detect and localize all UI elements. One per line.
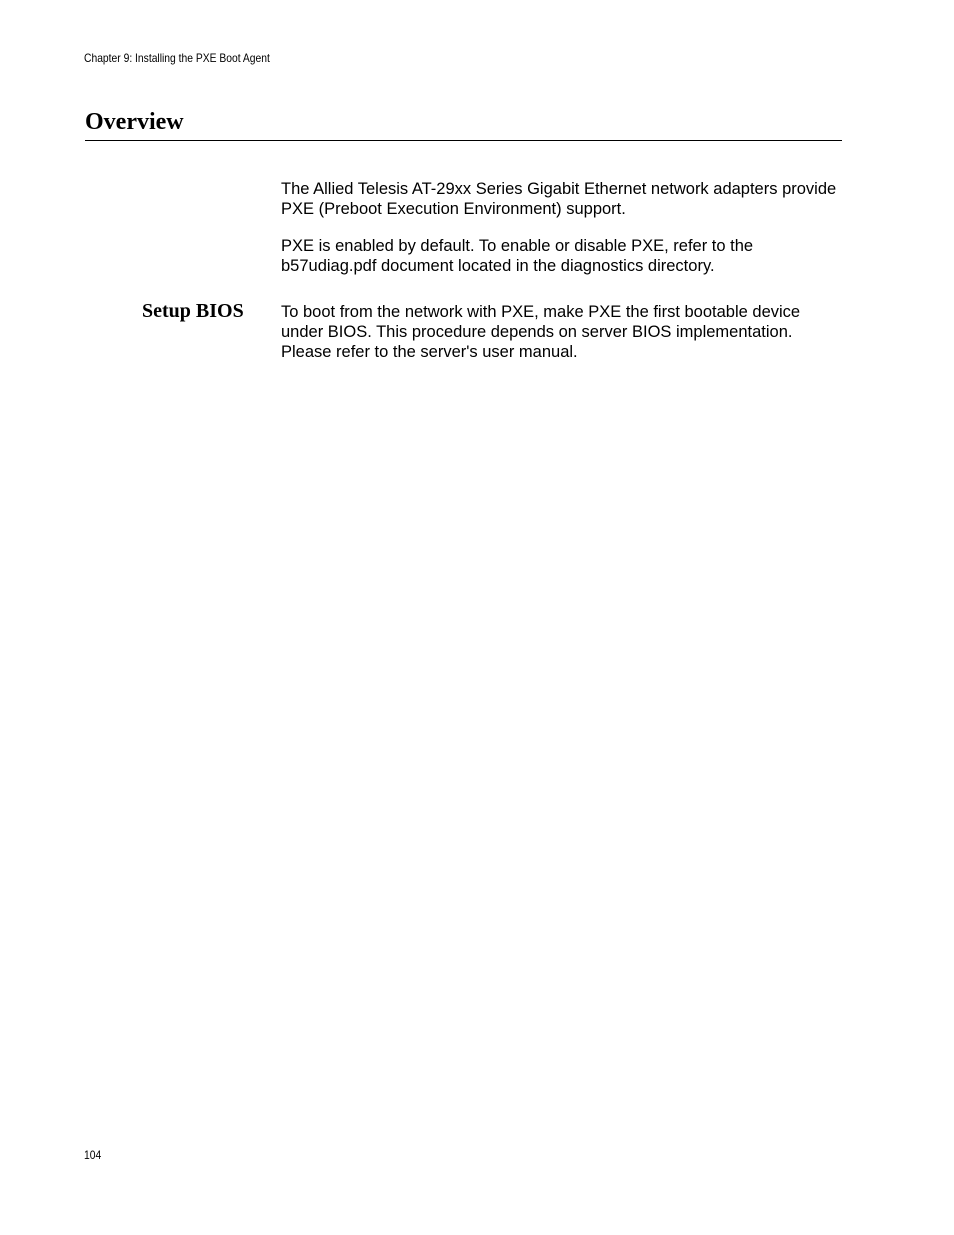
page-number: 104 [84,1148,102,1162]
running-header: Chapter 9: Installing the PXE Boot Agent [84,51,270,65]
section-title: Overview [85,109,184,135]
title-rule [85,140,842,141]
setup-bios-paragraph: To boot from the network with PXE, make PXE the first bootable device under BIOS. This procedure depends on server BIOS implementation. Please refer to the server's user manual. [281,303,801,361]
setup-bios-heading: Setup BIOS [142,300,244,322]
overview-paragraph-2: PXE is enabled by default. To enable or disable PXE, refer to the b57udiag.pdf document located in the diagnostics directory. [281,237,754,275]
overview-paragraph-1: The Allied Telesis AT-29xx Series Gigabit Ethernet network adapters provide PXE (Preboot Execution Environment) support. [281,180,837,218]
